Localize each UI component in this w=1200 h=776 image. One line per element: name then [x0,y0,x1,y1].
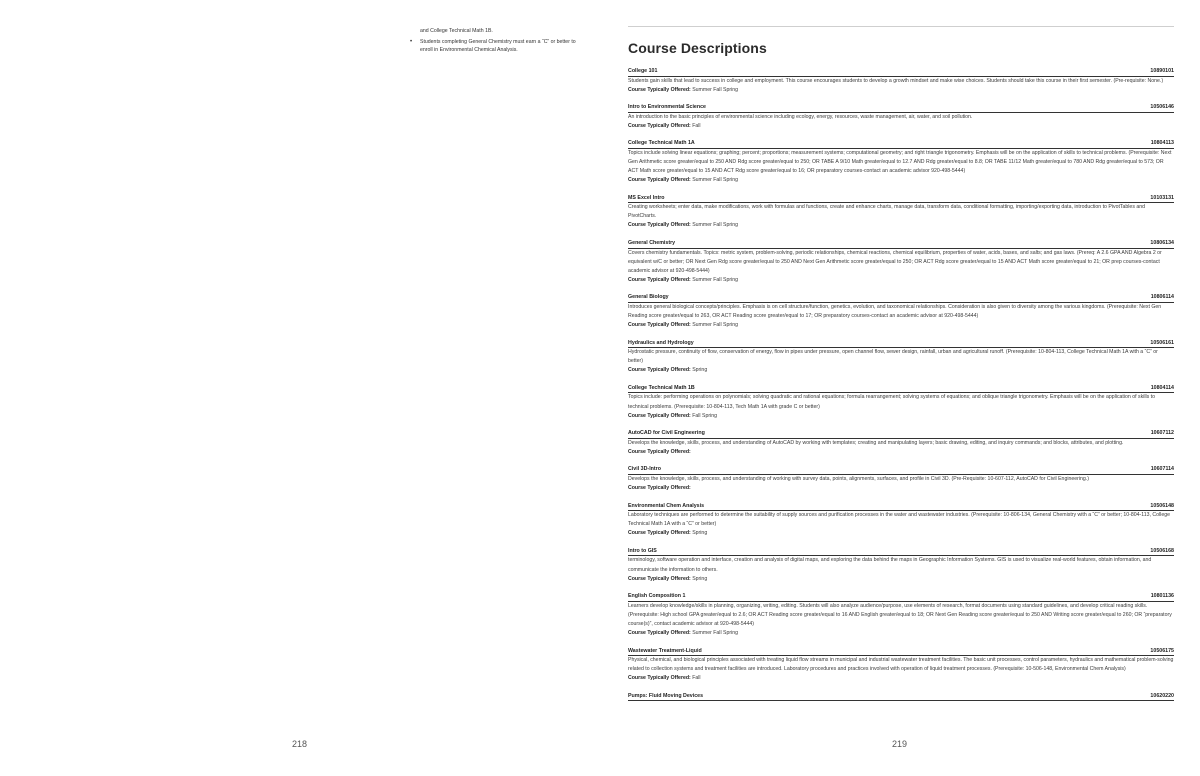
course-entry [628,104,1174,131]
course-code: 10890101 [1150,68,1174,74]
course-name: Intro to GIS [628,547,657,554]
offered-label: Course Typically Offered: [628,530,691,537]
course-code: 10801136 [1150,593,1174,600]
offered-terms: Spring [692,575,708,582]
course-offered [628,412,1174,421]
course-offered [628,575,1174,584]
course-description: Introduces general biological concepts/principles. Emphasis is on cell structure/function, genetics, evolution, and taxonomical relationships. Consideration is also given to diversity among the various kingdoms. (Prerequisite: Next Gen Reading score greater/equal to 263, OR ACT Reading score greater/equal to 17; OR preparatory courses-contact an academic advisor at 920-498-5444) [628,303,1162,319]
course-code: 10607114 [1150,466,1174,473]
offered-label: Course Typically Offered: [628,222,691,229]
offered-label: Course Typically Offered: [628,122,691,129]
offered-label: Course Typically Offered: [628,675,691,682]
course-description: Topics include solving linear equations; graphing; percent; proportions; measurement systems; computational geometry; and right triangle trigonometry. Emphasis will be on the application of skills to technical problems. (Prerequisite: Next Gen Arithmetic score greater/equal to 250 AND Rdg score greater/equal to 250; OR TABE A 9/10 Math greater/equal to 12.7 AND Rdg greater/equal to 8.8; OR TABE 11/12 Math greater/equal to 780 AND Rdg greater/equal to 573; OR ACT Math score greater/equal to 15 AND ACT Rdg score greater/equal to 16; OR preparatory courses-contact an academic advisor 920-498-5444) [628,149,1172,175]
course-list [628,68,1174,711]
course-offered [628,366,1174,375]
course-code: 10806114 [1150,294,1174,301]
offered-label: Course Typically Offered: [628,575,691,582]
course-description: Students gain skills that lead to success in college and employment. This course encourages students to develop a growth mindset and make wise choices. Students should take this course in their first semester. (Pre-requisite: None.) [628,77,1164,84]
course-entry [628,195,1174,231]
course-name: Civil 3D-Intro [628,466,661,473]
offered-label: Course Typically Offered: [628,86,691,93]
offered-label: Course Typically Offered: [628,322,691,329]
list-item [410,38,580,54]
course-code: 10804114 [1150,384,1174,391]
course-header [628,195,1174,204]
course-entry [628,693,1174,702]
course-offered [628,276,1174,285]
course-offered [628,176,1174,185]
course-name: General Biology [628,294,669,301]
course-entry [628,294,1174,330]
page-number-right: 219 [892,739,908,749]
page-title: Course Descriptions [628,40,767,56]
offered-terms: Summer Fall Spring [692,322,739,329]
course-code: 10804113 [1150,140,1174,147]
course-name: Pumps: Fluid Moving Devices [628,692,704,699]
course-name: English Composition 1 [628,593,686,600]
course-header [628,693,1174,702]
course-name: Environmental Chem Analysis [628,502,705,509]
course-name: Intro to Environmental Science [628,104,706,111]
course-code: 10607112 [1150,430,1174,437]
course-header [628,430,1174,439]
course-code: 10506175 [1150,647,1174,654]
course-header [628,466,1174,475]
course-name: College Technical Math 1B [628,384,695,391]
offered-label: Course Typically Offered: [628,485,691,492]
offered-terms: Fall [692,122,701,129]
course-description: Creating worksheets; enter data, make modifications, work with formulas and functions, create and enhance charts, manage data, transform data, conditional formatting, importing/exporting data, introduction to PivotTables and PivotCharts. [628,204,1146,220]
course-description: Topics include: performing operations on polynomials; solving quadratic and rational equations; formula rearrangement; solving systems of equations; and oblique triangle trigonometry. Emphasis will be on the application of skills to technical problems. (Prerequisite: 10-804-113, Tech Math 1A with grade C or better) [628,394,1156,410]
course-name: Wastewater Treatment-Liquid [628,647,702,654]
course-entry [628,340,1174,376]
course-description: Develops the knowledge, skills, process, and understanding of AutoCAD by working with templates; creating and manipulating layers; basic drawing, editing, and inquiry commands; and blocks, attributes, and plotting. [628,439,1124,446]
bullet-icon: • [410,39,413,45]
course-description: terminology, software operation and interface, creation and analysis of digital maps, and exploring the data behind the maps in Geographic Information Systems. GIS is used to visualize real-world features, obtain information, and communicate the information to others. [628,557,1152,573]
course-offered [628,321,1174,330]
offered-terms: Spring [692,530,708,537]
course-entry [628,648,1174,684]
course-header [628,340,1174,349]
offered-label: Course Typically Offered: [628,276,691,283]
course-header [628,385,1174,394]
course-entry [628,68,1174,95]
course-header [628,68,1174,77]
course-header [628,140,1174,149]
course-name: AutoCAD for Civil Engineering [628,430,705,437]
right-page [600,0,1200,776]
course-entry [628,430,1174,457]
course-name: College Technical Math 1A [628,140,695,147]
course-code: 10506161 [1150,339,1174,346]
course-offered [628,122,1174,131]
course-header [628,548,1174,557]
course-description: Develops the knowledge, skills, process, and understanding of working with survey data, points, alignments, surfaces, and profile in Civil 3D. (Pre-Requisite: 10-607-112, AutoCAD for Civil Engineering.) [628,475,1089,482]
course-code: 10620220 [1150,692,1174,699]
list-item-text: and College Technical Math 1B. [420,28,493,34]
course-entry [628,385,1174,421]
course-entry [628,140,1174,185]
page-number-left: 218 [292,739,308,749]
course-offered [628,529,1174,538]
course-header [628,294,1174,303]
offered-terms: Summer Fall Spring [692,276,739,283]
offered-terms: Fall [692,675,701,682]
course-code: 10506168 [1150,547,1174,554]
offered-terms: Summer Fall Spring [692,86,739,93]
course-entry [628,593,1174,638]
course-description: Covers chemistry fundamentals. Topics: metric system, problem-solving, periodic relationships, chemical reactions, chemical equilibrium, properties of water, acids, bases, and salts; and gas laws. (Prereq: A 2.6 GPA AND Algebra 2 or equivalent w/C or better; OR Next Gen Rdg score greater/equal to 250 AND Next Gen Arithmetic score greater/equal to 250; OR ACT Rdg score greater/equal to 15 AND ACT Math score greater/equal to 21; OR prep courses-contact academic advisor at 920-498-5444) [628,249,1162,274]
course-header [628,503,1174,512]
course-offered [628,448,1174,457]
offered-label: Course Typically Offered: [628,367,691,374]
offered-terms: Summer Fall Spring [692,629,739,636]
course-header [628,648,1174,657]
course-offered [628,674,1174,683]
offered-terms: Summer Fall Spring [692,177,739,184]
offered-label: Course Typically Offered: [628,448,691,455]
offered-terms: Summer Fall Spring [692,222,739,229]
course-offered [628,221,1174,230]
course-entry [628,240,1174,285]
offered-terms: Spring [692,367,708,374]
course-entry [628,503,1174,539]
offered-label: Course Typically Offered: [628,629,691,636]
course-description: Learners develop knowledge/skills in planning, organizing, writing, editing. Students will also analyze audience/purpose, use elements of research, format documents using standard guidelines, and develop critical reading skills. (Prerequisite: High school GPA greater/equal to 2.6; OR ACT Reading score greater/equal to 16 AND English greater/equal to 18; OR Next Gen Reading score greater/equal to 250 AND Writing score greater/equal to 260; OR “preparatory course(s)”, contact academic advisor at 920-498-5444) [628,602,1172,627]
course-offered [628,86,1174,95]
requirements-list [410,27,580,54]
course-offered [628,629,1174,638]
course-offered [628,484,1174,493]
course-name: College 101 [628,68,658,74]
offered-label: Course Typically Offered: [628,412,691,419]
top-divider [628,26,1174,27]
course-description: Physical, chemical, and biological principles associated with treating liquid flow streams in municipal and industrial wastewater treatment facilities. The basic unit processes, control parameters, hydraulics and mathematical problem-solving related to collection systems and treatment facilities are introduced. Laboratory procedures and practices involved with operation of liquid treatment processes. (Prerequisite: 10-506-148, Environmental Chem Analysis) [628,657,1174,673]
course-code: 10103131 [1150,194,1174,201]
course-entry [628,466,1174,493]
course-name: MS Excel Intro [628,194,665,201]
offered-label: Course Typically Offered: [628,177,691,184]
course-name: Hydraulics and Hydrology [628,339,694,346]
course-name: General Chemistry [628,240,676,247]
offered-terms: Fall Spring [692,412,717,419]
course-header [628,240,1174,249]
course-code: 10506146 [1150,104,1174,111]
course-header [628,104,1174,113]
list-item [410,27,580,35]
course-description: Hydrostatic pressure, continuity of flow, conservation of energy, flow in pipes under pressure, open channel flow, sewer design, rainfall, urban and agricultural runoff. (Prerequisite: 10-804-113, College Technical Math 1A with a “C” or better) [628,349,1158,365]
course-header [628,593,1174,602]
course-code: 10506148 [1150,502,1174,509]
list-item-text: Students completing General Chemistry must earn a “C” or better to enroll in Environmental Chemical Analysis. [420,39,576,53]
course-description: Laboratory techniques are performed to determine the suitability of supply sources and purification processes in the water and wastewater industries. (Prerequisite: 10-806-134, General Chemistry with a “C” or better; 10-804-113, College Technical Math 1A with a “C” or better) [628,512,1170,528]
course-description: An introduction to the basic principles of environmental science including ecology, energy, resources, waste management, air, water, and soil pollution. [628,113,973,120]
course-entry [628,548,1174,584]
course-code: 10806134 [1150,240,1174,247]
